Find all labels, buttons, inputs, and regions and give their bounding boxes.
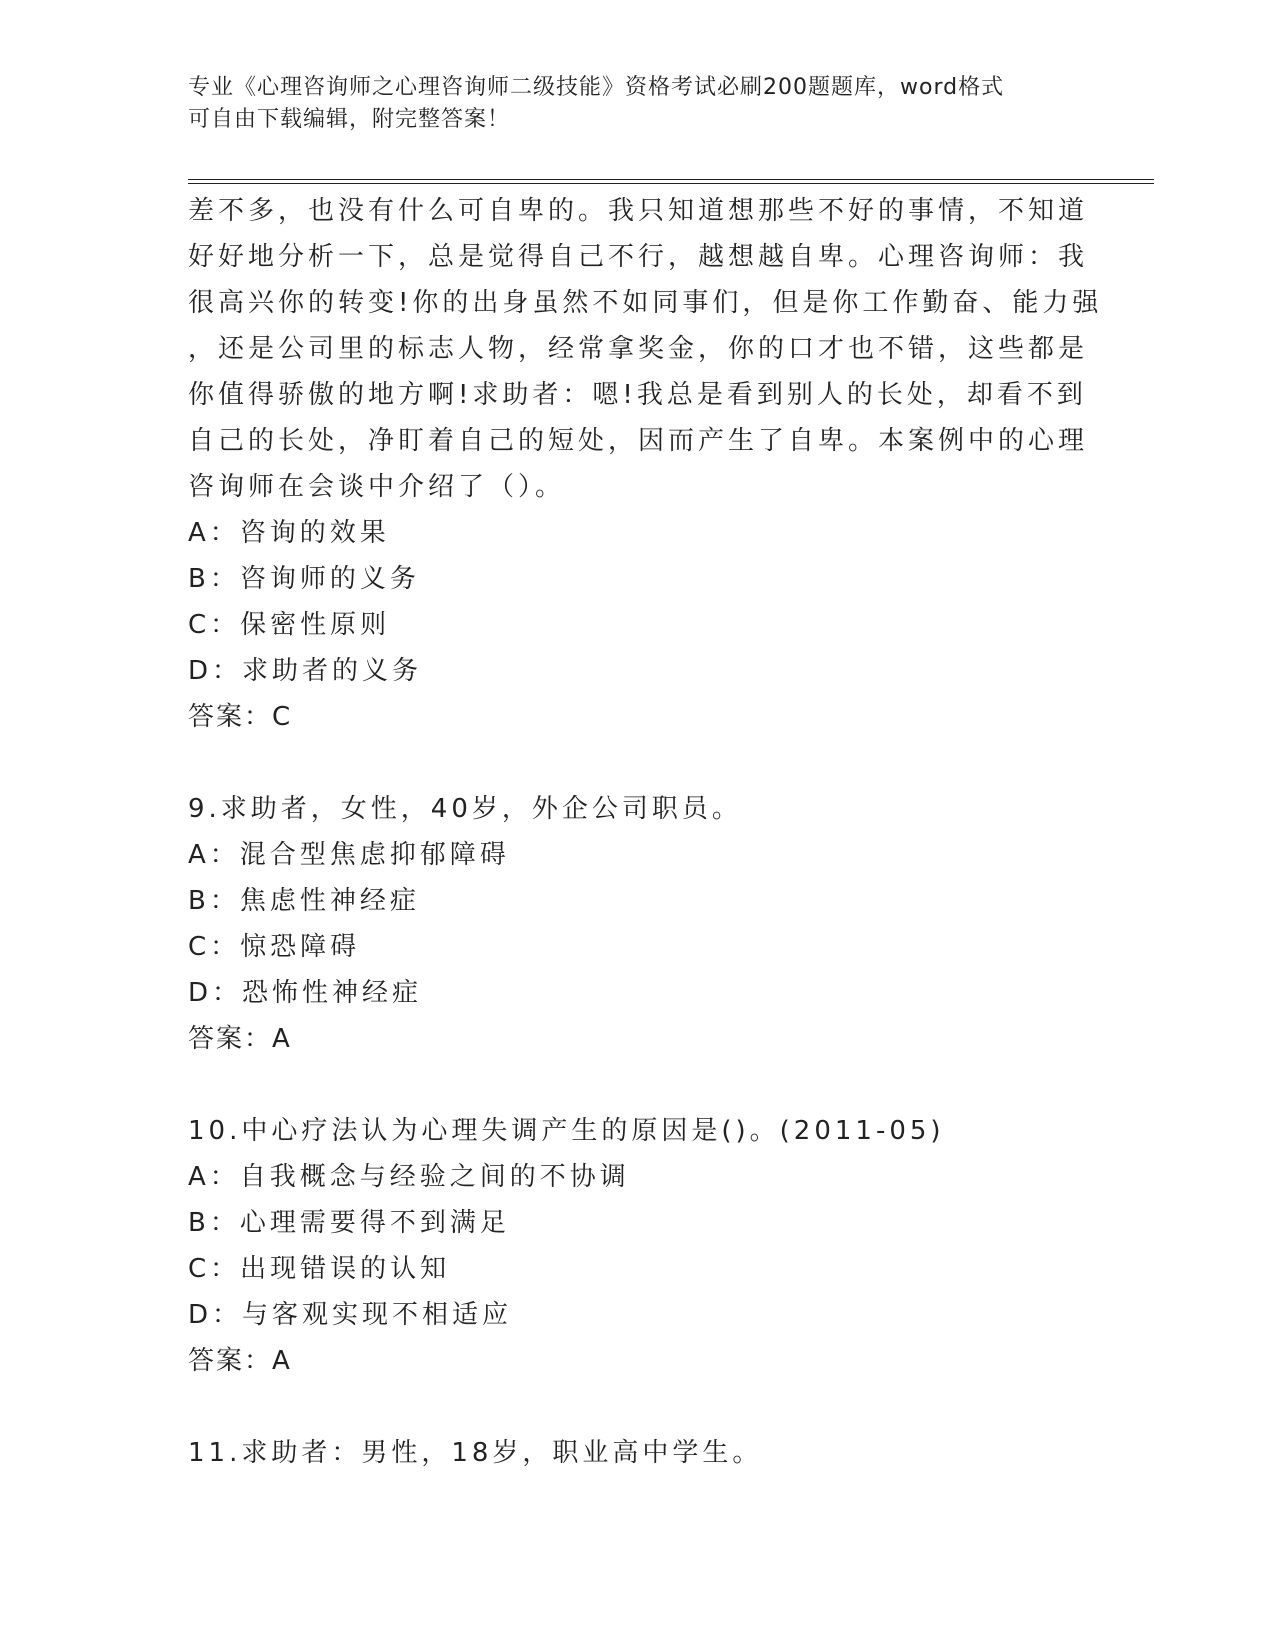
option-a: A：混合型焦虑抑郁障碍 <box>188 840 510 870</box>
answer-label: 答案： <box>188 1346 273 1376</box>
document-body <box>188 188 1103 1476</box>
question-text-line: 你值得骄傲的地方啊!求助者：嗯!我总是看到别人的长处，却看不到 <box>188 380 1087 410</box>
answer-value: A <box>272 1024 292 1054</box>
document-header <box>188 72 1068 136</box>
question-9 <box>188 786 1088 1062</box>
option-d: D：恐怖性神经症 <box>188 978 423 1008</box>
option-c: C：保密性原则 <box>188 610 391 640</box>
header-divider <box>188 179 1154 180</box>
header-title-line-2: 可自由下载编辑，附完整答案！ <box>188 107 511 132</box>
answer-label: 答案： <box>188 702 273 732</box>
question-10 <box>188 1108 1088 1384</box>
question-text-line: 很高兴你的转变!你的出身虽然不如同事们，但是你工作勤奋、能力强 <box>188 288 1103 318</box>
header-divider-secondary <box>188 183 1154 184</box>
option-b: B：焦虑性神经症 <box>188 886 420 916</box>
option-c: C：惊恐障碍 <box>188 932 361 962</box>
answer-value: C <box>272 702 293 732</box>
question-text: 11.求助者：男性，18岁，职业高中学生。 <box>188 1438 763 1468</box>
question-text-line: 咨询师在会谈中介绍了（）。 <box>188 472 566 502</box>
question-text: 9.求助者，女性，40岁，外企公司职员。 <box>188 794 742 824</box>
answer-line <box>188 1016 1088 1062</box>
question-text-line: 差不多，也没有什么可自卑的。我只知道想那些不好的事情，不知道 <box>188 196 1089 226</box>
option-b: B：心理需要得不到满足 <box>188 1208 510 1238</box>
answer-line <box>188 1338 1088 1384</box>
option-d: D：求助者的义务 <box>188 656 423 686</box>
spacer <box>188 1384 1088 1430</box>
question-8-continuation <box>188 188 1103 740</box>
option-c: C：出现错误的认知 <box>188 1254 451 1284</box>
answer-label: 答案： <box>188 1024 273 1054</box>
option-d: D：与客观实现不相适应 <box>188 1300 513 1330</box>
option-a: A：自我概念与经验之间的不协调 <box>188 1162 630 1192</box>
question-text-line: ，还是公司里的标志人物，经常拿奖金，你的口才也不错，这些都是 <box>188 334 1089 364</box>
question-text: 10.中心疗法认为心理失调产生的原因是()。(2011-05) <box>188 1116 945 1146</box>
header-title-line-1: 专业《心理咨询师之心理咨询师二级技能》资格考试必刷200题题库，word格式 <box>188 75 1005 100</box>
spacer <box>188 1062 1088 1108</box>
option-b: B：咨询师的义务 <box>188 564 420 594</box>
question-text-line: 好好地分析一下，总是觉得自己不行，越想越自卑。心理咨询师：我 <box>188 242 1089 272</box>
option-a: A：咨询的效果 <box>188 518 390 548</box>
spacer <box>188 740 1088 786</box>
question-text-line: 自己的长处，净盯着自己的短处，因而产生了自卑。本案例中的心理 <box>188 426 1089 456</box>
answer-line <box>188 694 1088 740</box>
question-11 <box>188 1430 1088 1476</box>
answer-value: A <box>272 1346 292 1376</box>
